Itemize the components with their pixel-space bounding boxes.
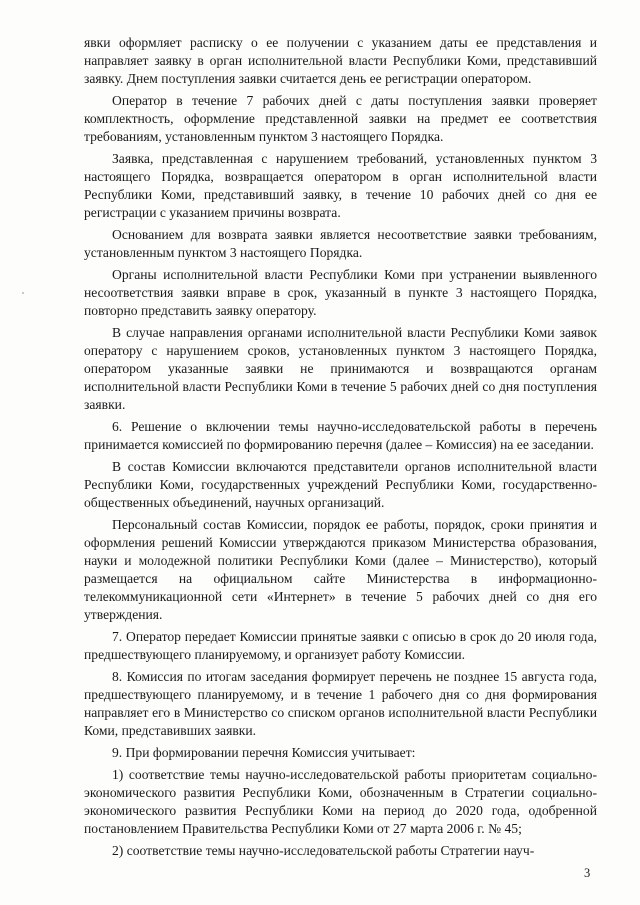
paragraph-return-violation: Заявка, представленная с нарушением требований, установленных пунктом 3 настоящего Порядка, возвращается оператором в орган исполнительной власти Республики Коми, представивший заявку, в течение 10 рабочих дней со дня ее регистрации с указанием причины возврата. bbox=[84, 151, 597, 220]
paragraph-continuation: явки оформляет расписку о ее получении с указанием даты ее представления и направляет заявку в орган исполнительной власти Республики Коми, представивший заявку. Днем поступления заявки считается день ее регистрации оператором. bbox=[84, 35, 597, 86]
paragraph-commission-composition: Персональный состав Комиссии, порядок ее работы, порядок, сроки принятия и оформления решений Комиссии утверждаются приказом Министерства образования, науки и молодежной политики Республики Коми (далее – Министерство), который размещается на официальном сайте Министерства в информационно-телекоммуникационной сети «Интернет» в течение 5 рабочих дней со дня его утверждения. bbox=[84, 517, 597, 622]
paragraph-item-7: 7. Оператор передает Комиссии принятые заявки с описью в срок до 20 июля года, предшествующего планируемому, и организует работу Комиссии. bbox=[84, 629, 597, 662]
page-number: 3 bbox=[584, 866, 591, 880]
scan-mark bbox=[22, 292, 24, 294]
paragraph-return-basis: Основанием для возврата заявки является несоответствие заявки требованиям, установленным пунктом 3 настоящего Порядка. bbox=[84, 227, 597, 260]
paragraph-item-8: 8. Комиссия по итогам заседания формирует перечень не позднее 15 августа года, предшествующего планируемому, и в течение 1 рабочего дня со дня формирования направляет его в Министерство со списком органов исполнительной власти Республики Коми, представивших заявки. bbox=[84, 669, 597, 738]
paragraph-item-9: 9. При формировании перечня Комиссия учитывает: bbox=[112, 745, 416, 760]
paragraph-operator-check: Оператор в течение 7 рабочих дней с даты поступления заявки проверяет комплектность, оформление представленной заявки на предмет ее соответствия требованиям, установленным пунктом 3 настоящего Порядка. bbox=[84, 93, 597, 144]
paragraph-deadline-violation: В случае направления органами исполнительной власти Республики Коми заявок оператору с нарушением сроков, установленных пунктом 3 настоящего Порядка, оператором указанные заявки не принимаются и возвращаются органам исполнительной власти Республики Коми в течение 5 рабочих дней со дня поступления заявки. bbox=[84, 325, 597, 412]
paragraph-subitem-1: 1) соответствие темы научно-исследовательской работы приоритетам социально-экономического развития Республики Коми, обозначенным в Стратегии социально-экономического развития Республики Коми на период до 2020 года, одобренной постановлением Правительства Республики Коми от 27 марта 2006 г. № 45; bbox=[84, 767, 597, 836]
paragraph-resubmit: Органы исполнительной власти Республики Коми при устранении выявленного несоответствия заявки вправе в срок, указанный в пункте 3 настоящего Порядка, повторно представить заявку оператору. bbox=[84, 267, 597, 318]
paragraph-item-6: 6. Решение о включении темы научно-исследовательской работы в перечень принимается комиссией по формированию перечня (далее – Комиссия) на ее заседании. bbox=[84, 419, 597, 452]
paragraph-subitem-2: 2) соответствие темы научно-исследовательской работы Стратегии науч- bbox=[112, 843, 535, 858]
paragraph-commission-members: В состав Комиссии включаются представители органов исполнительной власти Республики Коми, государственных учреждений Республики Коми, государственно-общественных объединений, научных организаций. bbox=[84, 459, 597, 510]
document-body bbox=[84, 34, 597, 864]
